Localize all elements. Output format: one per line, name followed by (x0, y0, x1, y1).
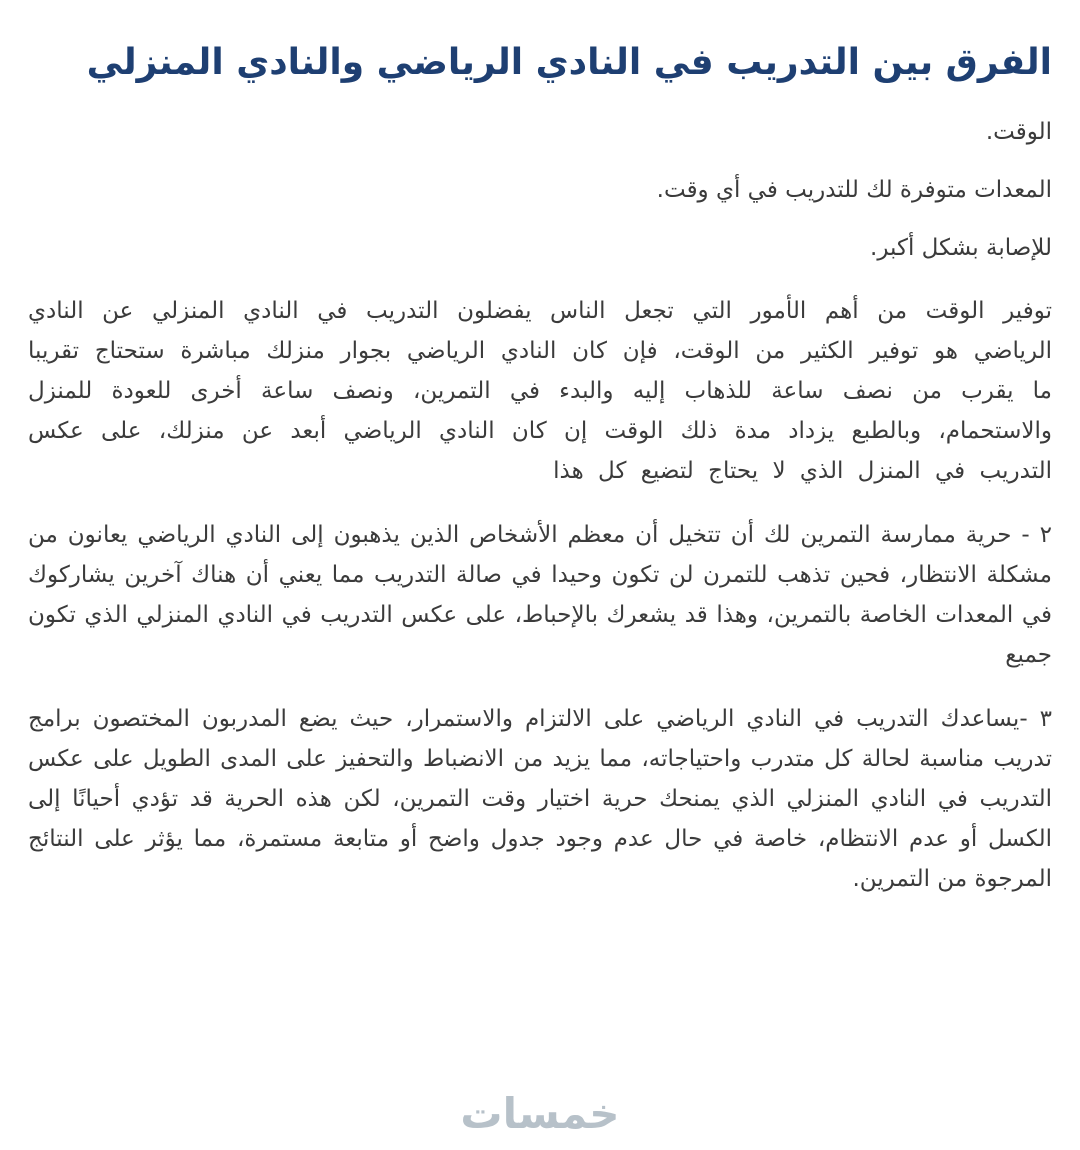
paragraph-commitment-consistency: ٣ -يساعدك التدريب في النادي الرياضي على الالتزام والاستمرار، حيث يضع المدربون المختصون برامج تدريب مناسبة لحالة كل متدرب واحتياجاته، مما يزيد من الانضباط والتحفيز على المدى الطويل على عكس التدريب في النادي المنزلي الذي يمنحك حرية اختيار وقت التمرين، لكن هذه الحرية قد تؤدي أحيانًا إلى الكسل أو عدم الانتظام، خاصة في حال عدم وجود جدول واضح أو متابعة مستمرة، مما يؤثر على النتائج المرجوة من التمرين. (28, 705, 1052, 892)
intro-line-injury: للإصابة بشكل أكبر. (870, 234, 1052, 261)
intro-line-time: الوقت. (985, 118, 1052, 145)
paragraph-time-saving: توفير الوقت من أهم الأمور التي تجعل الناس يفضلون التدريب في النادي المنزلي عن النادي الرياضي هو توفير الكثير من الوقت، فإن كان النادي الرياضي بجوار منزلك مباشرة ستحتاج تقريبا ما يقرب من نصف ساعة للذهاب إليه والبدء في التمرين، ونصف ساعة أخرى للعودة للمنزل والاستحمام، وبالطبع يزداد مدة ذلك الوقت إن كان النادي الرياضي أبعد عن منزلك، على عكس التدريب في المنزل الذي لا يحتاج لتضيع كل هذا (28, 297, 1052, 484)
intro-line-equipment: المعدات متوفرة لك للتدريب في أي وقت. (656, 176, 1052, 203)
paragraph-exercise-freedom: ٢ - حرية ممارسة التمرين لك أن تتخيل أن معظم الأشخاص الذين يذهبون إلى النادي الرياضي يعانون من مشكلة الانتظار، فحين تذهب للتمرن لن تكون وحيدا في صالة التدريب مما يعني أن هناك آخرين يشاركوك في المعدات الخاصة بالتمرين، وهذا قد يشعرك بالإحباط، على عكس التدريب في النادي المنزلي الذي تكون جميع (28, 521, 1052, 668)
khamsat-watermark-logo: خمسات (460, 1089, 620, 1138)
document-title: الفرق بين التدريب في النادي الرياضي والنادي المنزلي (86, 42, 1052, 83)
